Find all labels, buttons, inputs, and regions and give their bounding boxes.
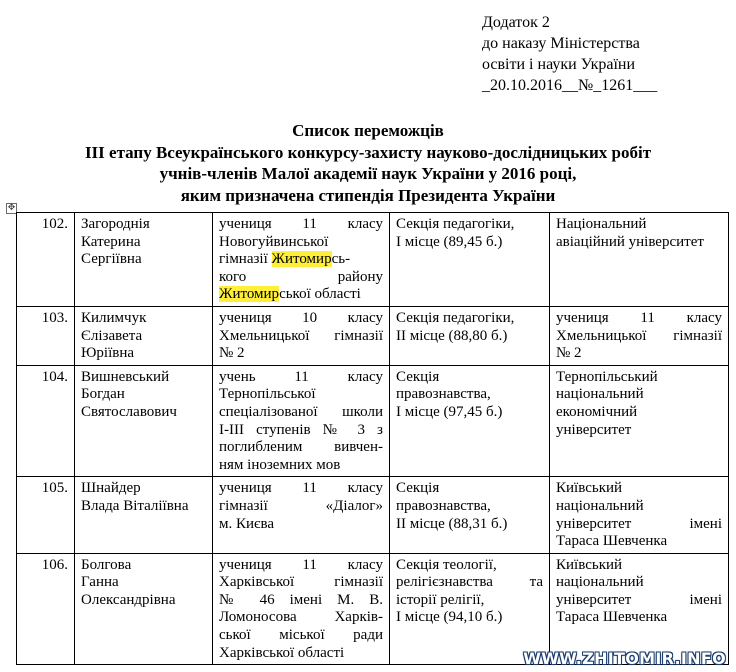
study-place-line: економічний bbox=[556, 403, 638, 420]
study-place-line: № 2 bbox=[556, 345, 582, 362]
school-line: № 46 імені М. В. bbox=[219, 591, 383, 608]
study-place-line: національний bbox=[556, 574, 644, 591]
school-line: ням іноземних мов bbox=[219, 456, 341, 473]
winners-table bbox=[16, 212, 729, 665]
document-title bbox=[0, 120, 736, 206]
addendum-line: _20.10.2016__№_1261___ bbox=[482, 77, 658, 94]
school-line: гімназії «Діалог» bbox=[219, 497, 383, 514]
section-line: Секція bbox=[396, 368, 440, 385]
table-move-handle-icon[interactable]: ✥ bbox=[7, 203, 16, 213]
addendum-line: Додаток 2 bbox=[482, 14, 550, 31]
school-fragment: гімназії bbox=[219, 251, 272, 268]
school-cell bbox=[213, 306, 390, 365]
school-line: кого району bbox=[219, 268, 383, 285]
student-name-cell bbox=[75, 553, 213, 665]
study-place-cell bbox=[550, 306, 729, 365]
student-name-line: Катерина bbox=[81, 233, 141, 250]
school-cell bbox=[213, 213, 390, 307]
student-name-cell bbox=[75, 306, 213, 365]
section-cell bbox=[390, 477, 550, 553]
title-line: яким призначена стипендія Президента України bbox=[180, 185, 556, 205]
table-row bbox=[17, 365, 729, 477]
study-place-line: Хмельницької гімназії bbox=[556, 327, 722, 344]
study-place-cell bbox=[550, 365, 729, 477]
section-cell bbox=[390, 306, 550, 365]
student-name-line: Єлізавета bbox=[81, 327, 143, 344]
search-highlight: Житомир bbox=[219, 286, 280, 303]
school-line: учениця 10 класу bbox=[219, 309, 383, 326]
study-place-line: авіаційний університет bbox=[556, 233, 704, 250]
study-place-line: Національний bbox=[556, 216, 647, 232]
school-cell bbox=[213, 553, 390, 665]
student-name-cell bbox=[75, 365, 213, 477]
school-line: № 2 bbox=[219, 345, 245, 362]
study-place-line: Київський bbox=[556, 480, 623, 497]
section-line: релігієзнавства та bbox=[396, 574, 543, 591]
addendum-block bbox=[482, 12, 732, 96]
section-line: правознавства, bbox=[396, 386, 491, 403]
section-line: І місце (89,45 б.) bbox=[396, 233, 503, 250]
row-number: 106. bbox=[17, 553, 75, 665]
school-line: Хмельницької гімназії bbox=[219, 327, 383, 344]
study-place-line: університет bbox=[556, 421, 632, 438]
study-place-line: університет імені bbox=[556, 591, 722, 608]
school-line: учениця 11 класу bbox=[219, 216, 383, 232]
student-name-line: Килимчук bbox=[81, 309, 147, 326]
school-line: учень 11 класу bbox=[219, 368, 383, 385]
row-number: 105. bbox=[17, 477, 75, 553]
study-place-line: Тернопільський bbox=[556, 368, 658, 385]
student-name-line: Святославович bbox=[81, 403, 177, 420]
study-place-line: університет імені bbox=[556, 515, 722, 532]
title-line: ІІІ етапу Всеукраїнського конкурсу-захисту науково-дослідницьких робіт bbox=[84, 142, 652, 162]
student-name-cell bbox=[75, 213, 213, 307]
section-line: Секція bbox=[396, 480, 440, 497]
student-name-cell bbox=[75, 477, 213, 553]
student-name-line: Юріївна bbox=[81, 345, 135, 362]
student-name-line: Загороднія bbox=[81, 216, 150, 232]
section-line: ІІ місце (88,31 б.) bbox=[396, 515, 508, 532]
school-line: учениця 11 класу bbox=[219, 480, 383, 497]
student-name-line: Богдан bbox=[81, 386, 125, 403]
school-line: поглибленим вивчен- bbox=[219, 439, 383, 456]
school-line: Харківської області bbox=[219, 644, 345, 661]
site-watermark: WWW.ZHITOMIR.INFO bbox=[523, 649, 726, 668]
section-line: ІІ місце (88,80 б.) bbox=[396, 327, 508, 344]
school-line: ської міської ради bbox=[219, 627, 383, 644]
school-line: спеціалізованої школи bbox=[219, 403, 383, 420]
study-place-line: учениця 11 класу bbox=[556, 309, 722, 326]
study-place-cell bbox=[550, 213, 729, 307]
table-row bbox=[17, 306, 729, 365]
study-place-line: Київський bbox=[556, 556, 623, 573]
student-name-line: Олександрівна bbox=[81, 591, 176, 608]
school-line: Ломоносова Харків- bbox=[219, 609, 383, 626]
table-row bbox=[17, 213, 729, 307]
school-line bbox=[219, 286, 383, 304]
section-line: Секція педагогіки, bbox=[396, 216, 515, 232]
school-line: Тернопільської bbox=[219, 386, 316, 403]
study-place-cell bbox=[550, 477, 729, 553]
table-row bbox=[17, 477, 729, 553]
row-number: 104. bbox=[17, 365, 75, 477]
study-place-line: національний bbox=[556, 497, 644, 514]
search-highlight: Житомир bbox=[271, 251, 332, 268]
row-number: 102. bbox=[17, 213, 75, 307]
school-line: І-ІІІ ступенів № 3 з bbox=[219, 421, 383, 438]
section-cell bbox=[390, 365, 550, 477]
study-place-line: Тараса Шевченка bbox=[556, 609, 668, 626]
school-line bbox=[219, 251, 383, 269]
school-cell bbox=[213, 365, 390, 477]
school-line: учениця 11 класу bbox=[219, 556, 383, 573]
school-line: м. Києва bbox=[219, 515, 275, 532]
section-cell bbox=[390, 213, 550, 307]
addendum-line: освіти і науки України bbox=[482, 56, 636, 73]
section-line: І місце (97,45 б.) bbox=[396, 403, 503, 420]
student-name-line: Влада Віталіївна bbox=[81, 497, 189, 514]
student-name-line: Болгова bbox=[81, 556, 132, 573]
school-line: Харківської гімназії bbox=[219, 574, 383, 591]
section-line: Секція теології, bbox=[396, 556, 497, 573]
row-number: 103. bbox=[17, 306, 75, 365]
study-place-line: національний bbox=[556, 386, 644, 403]
addendum-line: до наказу Міністерства bbox=[482, 35, 640, 52]
school-line: Новогуйвинської bbox=[219, 233, 329, 250]
study-place-line: Тараса Шевченка bbox=[556, 533, 668, 550]
section-line: правознавства, bbox=[396, 497, 491, 514]
school-fragment: сь- bbox=[331, 251, 351, 268]
section-line: історії релігії, bbox=[396, 591, 485, 608]
student-name-line: Шнайдер bbox=[81, 480, 141, 497]
student-name-line: Ганна bbox=[81, 574, 119, 591]
student-name-line: Вишневський bbox=[81, 368, 170, 385]
title-line: учнів-членів Малої академії наук України у 2016 році, bbox=[159, 164, 577, 183]
title-line: Список переможців bbox=[292, 121, 444, 140]
section-line: Секція педагогіки, bbox=[396, 309, 515, 326]
section-line: І місце (94,10 б.) bbox=[396, 609, 503, 626]
school-cell bbox=[213, 477, 390, 553]
student-name-line: Сергіївна bbox=[81, 251, 142, 268]
school-fragment: ської області bbox=[279, 286, 361, 303]
